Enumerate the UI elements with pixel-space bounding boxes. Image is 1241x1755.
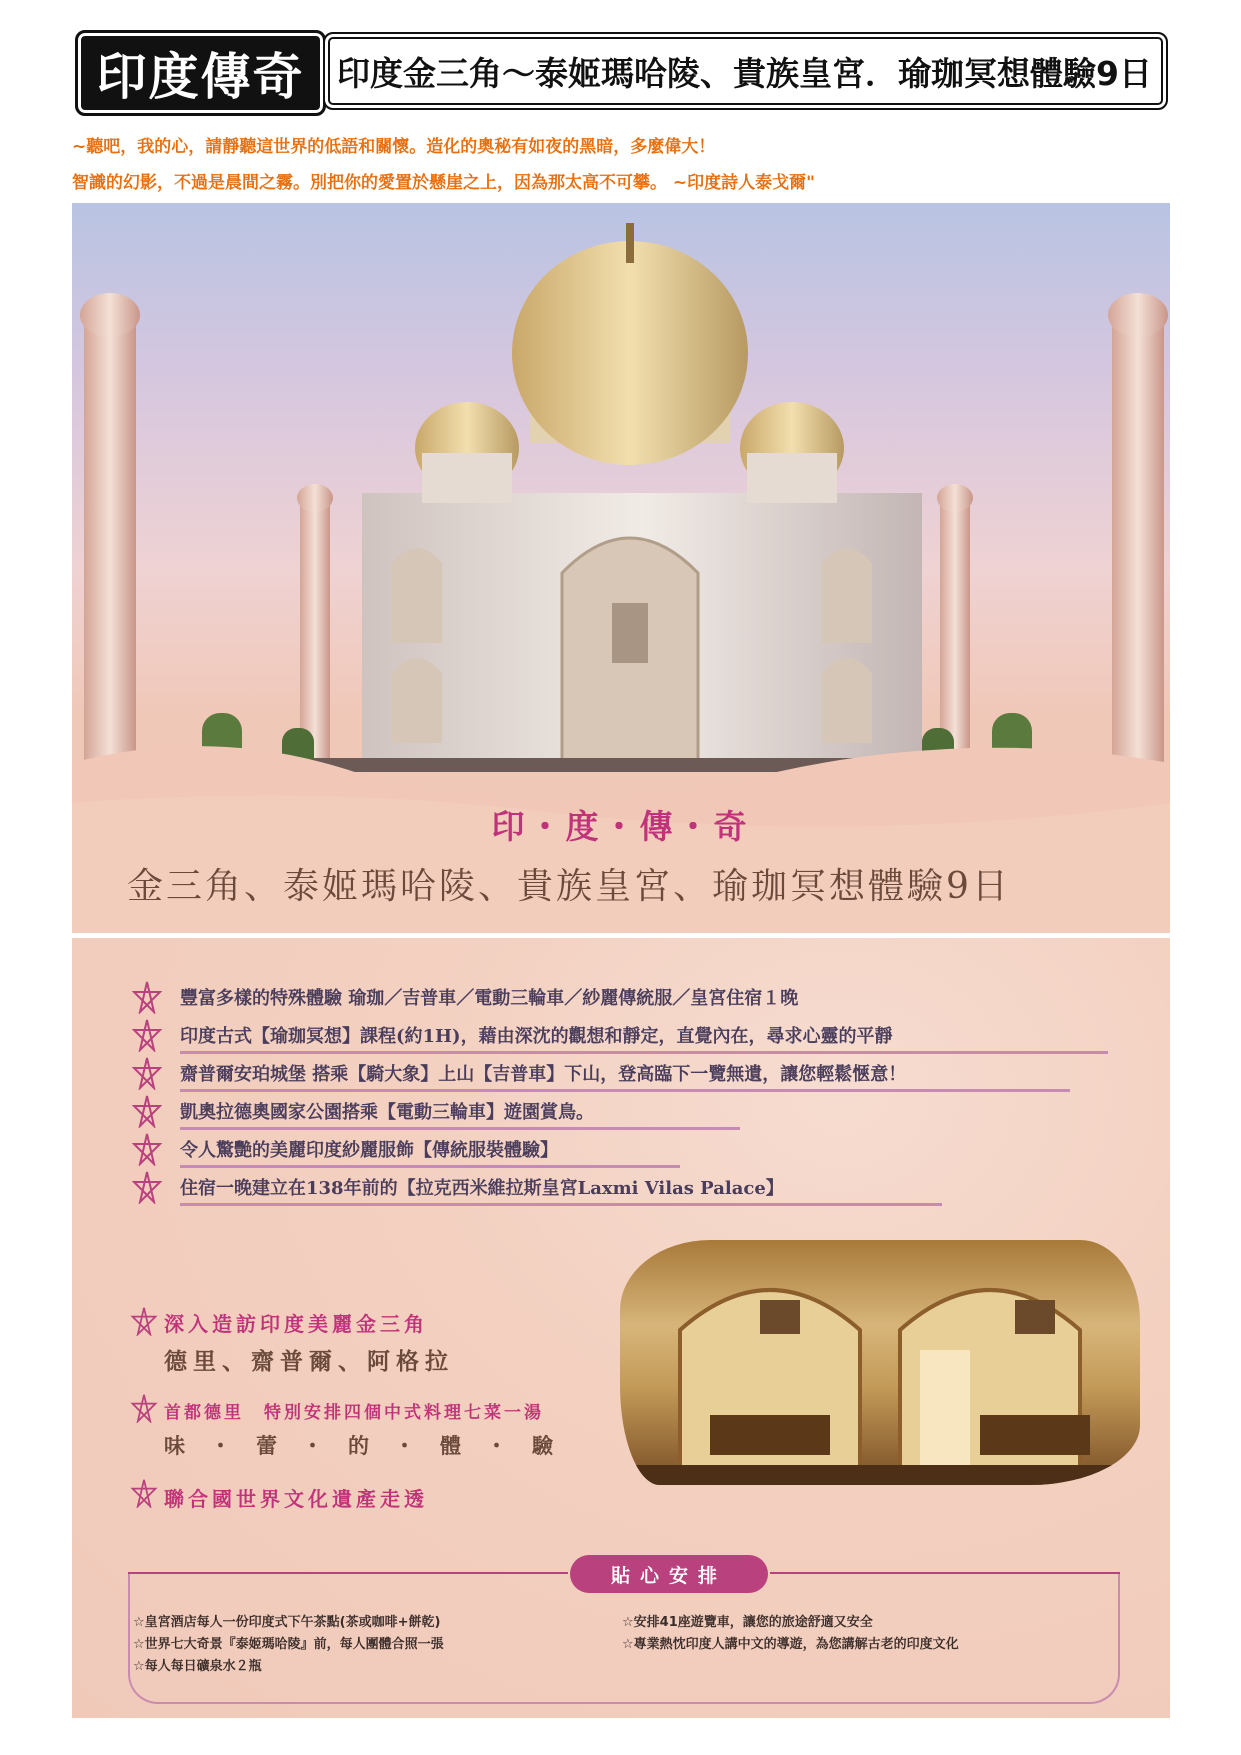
care-item: ☆世界七大奇景『泰姬瑪哈陵』前，每人團體合照一張 [133,1637,444,1652]
feature-text: 住宿一晚建立在138年前的【拉克西米維拉斯皇宮Laxmi Vilas Palace】 [180,1178,784,1199]
highlight-1-sub: 德里、齋普爾、阿格拉 [164,1349,454,1375]
feature-item [132,1170,1152,1206]
feature-item [132,1056,1152,1092]
highlight-2-title: 首都德里 特別安排四個中式料理七菜一湯 [164,1403,544,1423]
star-icon [130,1306,158,1336]
care-item: ☆安排41座遊覽車，讓您的旅途舒適又安全 [622,1615,873,1630]
star-icon [132,1056,162,1090]
star-icon [132,1094,162,1128]
tour-title: 印度金三角～泰姬瑪哈陵、貴族皇宮．瑜珈冥想體驗9日 [323,32,1168,110]
feature-item [132,980,1152,1016]
star-icon [132,1170,162,1204]
feature-text: 印度古式【瑜珈冥想】課程(約1H)，藉由深沈的觀想和靜定，直覺內在，尋求心靈的平靜 [180,1026,893,1047]
feature-text: 齋普爾安珀城堡 搭乘【騎大象】上山【吉普車】下山，登高臨下一覽無遺，讓您輕鬆愜意！ [180,1064,907,1085]
star-icon [130,1478,158,1508]
care-item: ☆皇宮酒店每人一份印度式下午茶點(茶或咖啡+餅乾) [133,1615,441,1630]
care-item: ☆專業熱忱印度人講中文的導遊，為您講解古老的印度文化 [622,1637,959,1652]
care-section-title: 貼心安排 [570,1555,768,1593]
hero-caption-sub: 金三角、泰姬瑪哈陵、貴族皇宮、瑜珈冥想體驗9日 [127,866,1011,907]
quote-line-2: 智識的幻影，不過是晨間之霧。別把你的愛置於懸崖之上，因為那太高不可攀。 ~印度詩人泰戈爾" [72,173,816,193]
feature-item [132,1018,1152,1054]
feature-underline [180,1127,740,1130]
feature-underline [180,1089,1070,1092]
palace-interior-photo [620,1240,1140,1485]
feature-item [132,1132,1152,1168]
feature-text: 令人驚艷的美麗印度紗麗服飾【傳統服裝體驗】 [180,1140,558,1161]
feature-underline [180,1203,942,1206]
feature-text: 豐富多樣的特殊體驗 瑜珈／吉普車／電動三輪車／紗麗傳統服／皇宮住宿１晚 [180,988,799,1009]
feature-text: 凱奧拉德奧國家公園搭乘【電動三輪車】遊園賞鳥。 [180,1102,594,1123]
star-icon [130,1393,158,1423]
hero-image-taj-mahal [72,203,1170,933]
feature-underline [180,1051,1108,1054]
hero-caption-main: 印・度・傳・奇 [491,807,751,846]
star-icon [132,1018,162,1052]
highlight-1-title: 深入造訪印度美麗金三角 [164,1312,428,1336]
highlight-3-title: 聯合國世界文化遺產走透 [164,1487,428,1511]
brand-label: 印度傳奇 [75,30,326,116]
care-item: ☆每人每日礦泉水２瓶 [133,1659,262,1674]
feature-underline [180,1165,680,1168]
quote-line-1: ~聽吧，我的心，請靜聽這世界的低語和關懷。造化的奧秘有如夜的黑暗，多麼偉大！ [72,137,716,157]
feature-item [132,1094,1152,1130]
highlight-2-sub: 味 ・ 蕾 ・ 的 ・ 體 ・ 驗 [164,1434,555,1458]
star-icon [132,1132,162,1166]
palace-illustration [620,1240,1140,1485]
star-icon [132,980,162,1014]
